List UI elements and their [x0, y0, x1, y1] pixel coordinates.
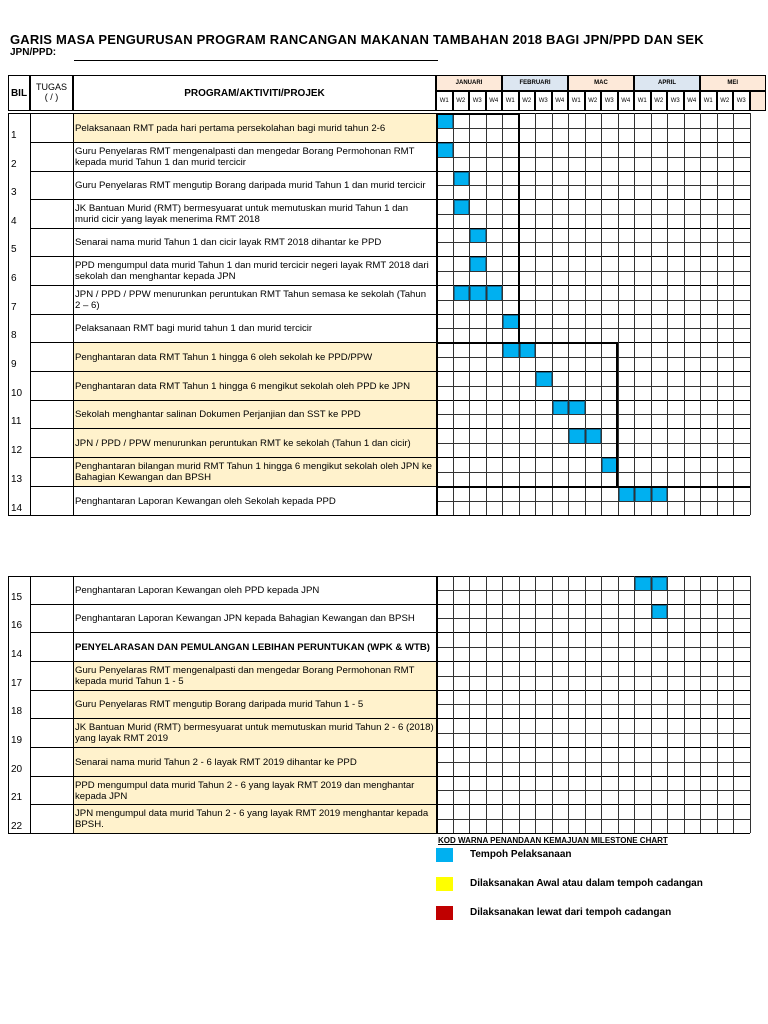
s1-bar-r4-w2 [454, 200, 470, 215]
s2-task-8: PPD mengumpul data murid Tahun 2 - 6 yang layak RMT 2019 dan menghantar kepada JPN [73, 777, 436, 804]
s1-grid-col-4 [502, 113, 503, 515]
s1-bar-r14-w13 [635, 487, 651, 502]
s2-grid-col-14 [667, 576, 668, 833]
s1-grid-col-17 [717, 113, 718, 515]
s1-task-8: Pelaksanaan RMT bagi murid tahun 1 dan murid tercicir [75, 323, 313, 334]
s2-row-line-9 [30, 833, 436, 834]
s1-grid-mid-1 [436, 157, 750, 158]
week-header-1: W1 [436, 91, 453, 111]
s1-bar-r14-w12 [619, 487, 635, 502]
week-header-filler [750, 91, 766, 111]
s1-bar-r10-w7 [536, 372, 552, 387]
s1-tugas-cell-3[interactable] [31, 171, 73, 199]
s2-grid-line-5 [436, 718, 750, 719]
s2-grid-col-19 [750, 576, 751, 833]
s1-bil-9: 9 [11, 359, 17, 370]
s1-task-10: Penghantaran data RMT Tahun 1 hingga 6 mengikut sekolah oleh PPD ke JPN [73, 372, 436, 400]
s2-grid-col-12 [634, 576, 635, 833]
s1-bil-6: 6 [11, 273, 17, 284]
s1-tugas-cell-11[interactable] [31, 400, 73, 428]
s2-grid-line-2 [436, 632, 750, 633]
s2-grid-col-7 [552, 576, 553, 833]
s1-bil-7: 7 [11, 302, 17, 313]
week-header-14: W2 [651, 91, 668, 111]
s1-grid-mid-2 [436, 185, 750, 186]
s1-bar-r2-w1 [437, 143, 453, 158]
s1-tugas-cell-10[interactable] [31, 371, 73, 400]
s2-grid-col-3 [486, 576, 487, 833]
s1-grid-mid-12 [436, 472, 750, 473]
s2-tugas-cell-6[interactable] [31, 718, 73, 747]
s1-row-line-14 [30, 515, 436, 516]
jpn-ppd-label: JPN/PPD: [10, 47, 57, 58]
s1-grid-col-12 [634, 113, 635, 515]
s1-tugas-cell-12[interactable] [31, 428, 73, 457]
s1-grid-line-4 [436, 228, 750, 229]
s1-grid-mid-3 [436, 214, 750, 215]
s1-grid-mid-6 [436, 300, 750, 301]
s2-grid-line-6 [436, 747, 750, 748]
s1-thick-vline-b [616, 342, 618, 486]
s1-row-line-7 [30, 314, 436, 315]
s1-bar-r11-w9 [569, 401, 585, 415]
s1-row-line-5 [30, 256, 436, 257]
s2-grid-mid-0 [436, 590, 750, 591]
s1-task-13: Penghantaran bilangan murid RMT Tahun 1 hingga 6 mengikut sekolah oleh JPN ke Bahagian Kewangan dan BPSH [73, 458, 436, 486]
s2-grid-col-11 [618, 576, 619, 833]
week-header-9: W1 [568, 91, 585, 111]
week-header-18: W2 [717, 91, 734, 111]
s2-bil-9: 22 [11, 821, 23, 832]
legend-label-2: Dilaksanakan Awal atau dalam tempoh cadangan [470, 878, 703, 889]
s2-row-line-4 [30, 690, 436, 691]
legend-swatch-1 [436, 848, 453, 862]
s1-row-line-8 [30, 342, 436, 343]
s2-bil-8: 21 [11, 792, 23, 803]
s1-bar-r11-w8 [553, 401, 569, 415]
s2-tugas-cell-2[interactable] [31, 604, 73, 632]
s1-grid-col-3 [486, 113, 487, 515]
s1-grid-mid-8 [436, 357, 750, 358]
s1-grid-mid-11 [436, 443, 750, 444]
legend-swatch-3 [436, 906, 453, 920]
s1-grid-line-2 [436, 171, 750, 172]
week-header-12: W4 [618, 91, 635, 111]
s1-grid-col-15 [684, 113, 685, 515]
s1-tugas-cell-7[interactable] [31, 285, 73, 314]
s1-bil-5: 5 [11, 244, 17, 255]
s2-grid-mid-1 [436, 618, 750, 619]
s2-grid-col-1 [453, 576, 454, 833]
s2-tugas-cell-7[interactable] [31, 747, 73, 776]
s2-vline-tugas [30, 576, 31, 833]
s2-vline-bil [8, 576, 9, 833]
s1-grid-line-1 [436, 142, 750, 143]
s1-bar-r14-w14 [652, 487, 668, 502]
s1-bar-r6-w3 [470, 257, 486, 272]
s2-grid-mid-4 [436, 704, 750, 705]
s1-task-6: PPD mengumpul data murid Tahun 1 dan murid tercicir negeri layak RMT 2018 dari sekolah dan menghantar kepada JPN [75, 260, 429, 282]
week-header-13: W1 [634, 91, 651, 111]
s1-tugas-cell-14[interactable] [31, 486, 73, 515]
s2-bil-1: 15 [11, 592, 23, 603]
s2-grid-line-0 [436, 576, 750, 577]
s1-grid-col-9 [585, 113, 586, 515]
s2-task-3: PENYELARASAN DAN PEMULANGAN LEBIHAN PERUNTUKAN (WPK & WTB) [75, 641, 430, 653]
s2-grid-col-18 [733, 576, 734, 833]
week-header-5: W1 [502, 91, 519, 111]
s1-bar-r5-w3 [470, 229, 486, 243]
s1-grid-col-14 [667, 113, 668, 515]
month-header-mei: MEI [700, 75, 766, 91]
s1-bil-14: 14 [11, 503, 23, 514]
s1-grid-col-8 [568, 113, 569, 515]
s2-tugas-cell-1[interactable] [31, 576, 73, 604]
s2-tugas-cell-8[interactable] [31, 776, 73, 804]
s2-grid-line-3 [436, 661, 750, 662]
s1-bar-r3-w2 [454, 172, 470, 186]
s2-grid-col-15 [684, 576, 685, 833]
s1-task-7: JPN / PPD / PPW menurunkan peruntukan RMT Tahun semasa ke sekolah (Tahun 2 – 6) [75, 289, 427, 311]
s1-grid-mid-10 [436, 414, 750, 415]
s2-grid-col-4 [502, 576, 503, 833]
s2-grid-col-10 [601, 576, 602, 833]
month-header-april: APRIL [634, 75, 700, 91]
s1-row-line-9 [30, 371, 436, 372]
s1-grid-col-1 [453, 113, 454, 515]
s1-bar-r7-w3 [470, 286, 486, 301]
s1-tugas-cell-2[interactable] [31, 142, 73, 171]
s2-row-line-1 [30, 604, 436, 605]
s2-grid-mid-7 [436, 790, 750, 791]
s2-bil-2: 16 [11, 620, 23, 631]
s1-bil-1: 1 [11, 130, 17, 141]
s2-row-line-0 [30, 576, 436, 577]
s1-grid-col-6 [535, 113, 536, 515]
s1-tugas-cell-4[interactable] [31, 199, 73, 228]
week-header-6: W2 [519, 91, 536, 111]
legend-swatch-2 [436, 877, 453, 891]
month-header-januari: JANUARI [436, 75, 502, 91]
s2-tugas-cell-9[interactable] [31, 804, 73, 833]
s2-grid-mid-3 [436, 676, 750, 677]
s2-row-line-3 [30, 661, 436, 662]
s1-row-line-11 [30, 428, 436, 429]
s1-grid-line-5 [436, 256, 750, 257]
s2-task-4: Guru Penyelaras RMT mengenalpasti dan mengedar Borang Permohonan RMT kepada murid Tahun 1 - 5 [73, 662, 436, 690]
s2-task-6: JK Bantuan Murid (RMT) bermesyuarat untuk memutuskan murid Tahun 2 - 6 (2018) yang layak RMT 2019 [73, 719, 436, 747]
jpn-ppd-input-line[interactable] [74, 60, 438, 61]
s1-grid-line-10 [436, 400, 750, 401]
s2-grid-mid-5 [436, 733, 750, 734]
s2-tugas-cell-5[interactable] [31, 690, 73, 718]
s1-task-1: Pelaksanaan RMT pada hari pertama persekolahan bagi murid tahun 2-6 [73, 114, 436, 142]
s1-bil-bottom [8, 515, 30, 516]
s2-bil-3: 14 [11, 649, 23, 660]
s2-bar-r1-w13 [635, 577, 651, 591]
s2-tugas-cell-3[interactable] [31, 632, 73, 661]
week-header-3: W3 [469, 91, 486, 111]
header-tugas: TUGAS ( / ) [30, 75, 73, 111]
week-header-11: W3 [601, 91, 618, 111]
s1-grid-mid-4 [436, 242, 750, 243]
week-header-8: W4 [552, 91, 569, 111]
legend-label-3: Dilaksanakan lewat dari tempoh cadangan [470, 907, 672, 918]
s2-bil-top [8, 576, 30, 577]
s1-thick-bottom [436, 486, 750, 488]
s1-grid-mid-13 [436, 501, 750, 502]
s1-grid-line-6 [436, 285, 750, 286]
week-header-17: W1 [700, 91, 717, 111]
s1-tugas-cell-8[interactable] [31, 314, 73, 342]
s1-grid-mid-0 [436, 128, 750, 129]
s2-tugas-cell-4[interactable] [31, 661, 73, 690]
week-header-7: W3 [535, 91, 552, 111]
s2-row-line-5 [30, 718, 436, 719]
s1-thick-left [436, 113, 438, 515]
s2-grid-col-16 [700, 576, 701, 833]
s1-task-5: Senarai nama murid Tahun 1 dan cicir layak RMT 2018 dihantar ke PPD [75, 237, 382, 248]
s1-grid-line-14 [436, 515, 750, 516]
s1-row-line-13 [30, 486, 436, 487]
week-header-10: W2 [585, 91, 602, 111]
s1-grid-col-18 [733, 113, 734, 515]
s2-grid-col-8 [568, 576, 569, 833]
s1-bil-4: 4 [11, 216, 17, 227]
s1-row-line-0 [30, 113, 436, 114]
week-header-19: W3 [733, 91, 750, 111]
s1-bil-3: 3 [11, 187, 17, 198]
s1-row-line-3 [30, 199, 436, 200]
s1-bar-r8-w5 [503, 315, 519, 329]
s1-task-11: Sekolah menghantar salinan Dokumen Perjanjian dan SST ke PPD [73, 401, 436, 428]
s2-grid-line-1 [436, 604, 750, 605]
s2-bar-r2-w14 [652, 605, 668, 619]
s1-grid-line-3 [436, 199, 750, 200]
s1-thick-mid [436, 342, 616, 344]
s2-grid-col-17 [717, 576, 718, 833]
s2-row-line-7 [30, 776, 436, 777]
s2-task-2: Penghantaran Laporan Kewangan JPN kepada Bahagian Kewangan dan BPSH [75, 613, 415, 624]
s1-vline-tugas [30, 113, 31, 515]
s2-grid-line-4 [436, 690, 750, 691]
s1-bar-r9-w5 [503, 343, 519, 358]
s1-grid-line-11 [436, 428, 750, 429]
s1-task-3: Guru Penyelaras RMT mengutip Borang daripada murid Tahun 1 dan murid tercicir [75, 180, 426, 191]
legend-title: KOD WARNA PENANDAAN KEMAJUAN MILESTONE CHART [438, 836, 668, 845]
s2-bil-bottom [8, 833, 30, 834]
s2-grid-line-7 [436, 776, 750, 777]
s1-bil-top [8, 113, 30, 114]
s1-bil-13: 13 [11, 474, 23, 485]
s1-thick-vline-a [518, 113, 520, 342]
s2-grid-line-9 [436, 833, 750, 834]
s1-tugas-cell-6[interactable] [31, 256, 73, 285]
s1-tugas-cell-1[interactable] [31, 113, 73, 142]
s1-bar-r7-w4 [487, 286, 503, 301]
s2-task-7: Senarai nama murid Tahun 2 - 6 layak RMT 2019 dihantar ke PPD [73, 748, 436, 776]
s2-task-5: Guru Penyelaras RMT mengutip Borang daripada murid Tahun 1 - 5 [73, 691, 436, 718]
s1-bar-r12-w9 [569, 429, 585, 444]
s1-row-line-12 [30, 457, 436, 458]
s1-grid-col-7 [552, 113, 553, 515]
s2-grid-mid-2 [436, 647, 750, 648]
s1-thick-top [436, 113, 518, 115]
s2-vline-program [73, 576, 74, 833]
s1-grid-col-10 [601, 113, 602, 515]
s2-grid-col-2 [469, 576, 470, 833]
s2-grid-col-6 [535, 576, 536, 833]
s1-grid-col-16 [700, 113, 701, 515]
s1-grid-line-12 [436, 457, 750, 458]
s1-row-line-10 [30, 400, 436, 401]
s1-grid-col-2 [469, 113, 470, 515]
week-header-15: W3 [667, 91, 684, 111]
s1-bil-2: 2 [11, 159, 17, 170]
month-header-februari: FEBRUARI [502, 75, 568, 91]
s1-bar-r12-w10 [586, 429, 602, 444]
s1-row-line-4 [30, 228, 436, 229]
s2-task-1: Penghantaran Laporan Kewangan oleh PPD kepada JPN [75, 585, 320, 596]
s2-grid-col-5 [519, 576, 520, 833]
s1-grid-line-9 [436, 371, 750, 372]
s1-task-9: Penghantaran data RMT Tahun 1 hingga 6 oleh sekolah ke PPD/PPW [73, 343, 436, 371]
week-header-2: W2 [453, 91, 470, 111]
week-header-4: W4 [486, 91, 503, 111]
s1-task-4: JK Bantuan Murid (RMT) bermesyuarat untuk memutuskan murid Tahun 1 dan murid cicir yang layak menerima RMT 2018 [75, 203, 409, 225]
s2-row-line-6 [30, 747, 436, 748]
s1-task-2: Guru Penyelaras RMT mengenalpasti dan mengedar Borang Permohonan RMT kepada murid Tahun 1 dan murid tercicir [75, 146, 415, 168]
month-header-mac: MAC [568, 75, 634, 91]
s1-grid-line-7 [436, 314, 750, 315]
s1-grid-col-13 [651, 113, 652, 515]
s1-bil-11: 11 [11, 416, 22, 427]
s1-bil-8: 8 [11, 330, 17, 341]
s1-row-line-6 [30, 285, 436, 286]
s2-grid-mid-8 [436, 819, 750, 820]
s1-bar-r1-w1 [437, 114, 453, 129]
s1-vline-program [73, 113, 74, 515]
s2-task-9: JPN mengumpul data murid Tahun 2 - 6 yang layak RMT 2019 menghantar kepada BPSH. [73, 805, 436, 833]
s1-row-line-1 [30, 142, 436, 143]
s2-thick-left [436, 576, 438, 833]
s2-bil-5: 18 [11, 706, 23, 717]
s1-grid-mid-9 [436, 386, 750, 387]
s1-bar-r7-w2 [454, 286, 470, 301]
s1-vline-bil [8, 113, 9, 515]
s2-grid-col-9 [585, 576, 586, 833]
s2-grid-mid-6 [436, 762, 750, 763]
s1-bil-10: 10 [11, 388, 23, 399]
s1-tugas-cell-9[interactable] [31, 342, 73, 371]
s2-grid-line-8 [436, 804, 750, 805]
s1-task-12: JPN / PPD / PPW menurunkan peruntukan RMT ke sekolah (Tahun 1 dan cicir) [73, 429, 436, 457]
s2-bil-6: 19 [11, 735, 23, 746]
s2-bil-4: 17 [11, 678, 23, 689]
s1-tugas-cell-5[interactable] [31, 228, 73, 256]
s2-row-line-8 [30, 804, 436, 805]
s1-tugas-cell-13[interactable] [31, 457, 73, 486]
s2-grid-col-13 [651, 576, 652, 833]
s2-row-line-2 [30, 632, 436, 633]
s2-bil-7: 20 [11, 764, 23, 775]
s1-grid-mid-7 [436, 328, 750, 329]
legend-label-1: Tempoh Pelaksanaan [470, 849, 572, 860]
s1-bil-12: 12 [11, 445, 23, 456]
s1-task-14: Penghantaran Laporan Kewangan oleh Sekolah kepada PPD [75, 495, 336, 507]
s1-grid-col-19 [750, 113, 751, 515]
document-title: GARIS MASA PENGURUSAN PROGRAM RANCANGAN MAKANAN TAMBAHAN 2018 BAGI JPN/PPD DAN SEK [10, 32, 704, 47]
header-bil: BIL [8, 75, 30, 111]
week-header-16: W4 [684, 91, 701, 111]
s1-bar-r9-w6 [520, 343, 536, 358]
s1-row-line-2 [30, 171, 436, 172]
s2-bar-r1-w14 [652, 577, 668, 591]
s1-grid-mid-5 [436, 271, 750, 272]
header-program: PROGRAM/AKTIVITI/PROJEK [73, 75, 436, 111]
